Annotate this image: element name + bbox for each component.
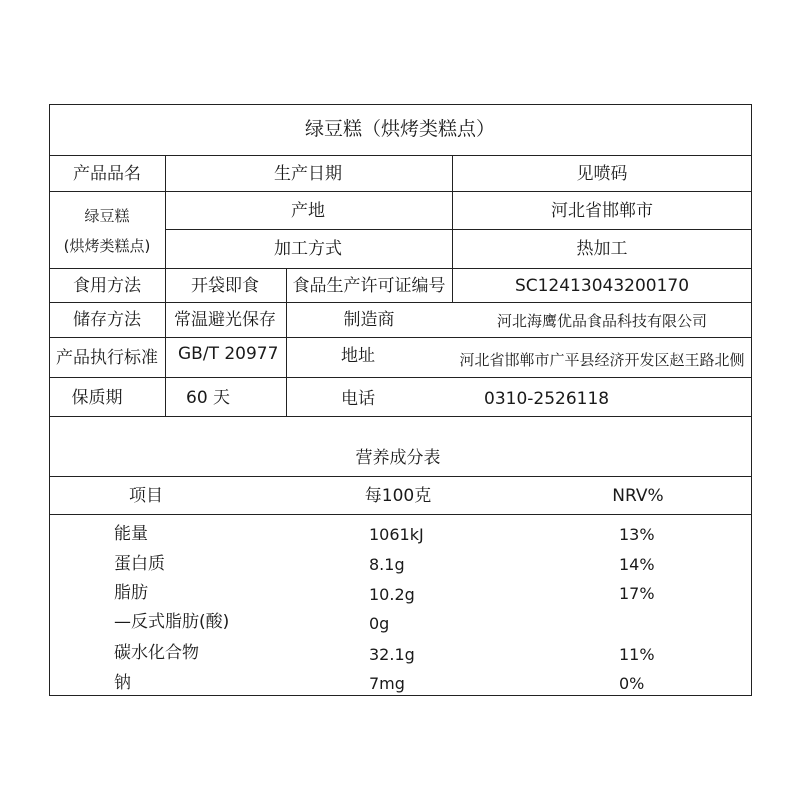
col-divider xyxy=(452,155,453,268)
border-left xyxy=(49,104,50,696)
address-label: 地址 xyxy=(341,346,375,366)
product-name-category: (烘烤类糕点) xyxy=(63,237,151,255)
nutrition-nrv: 17% xyxy=(619,584,655,603)
nutrition-header-item: 项目 xyxy=(129,486,163,506)
nutrition-item: 碳水化合物 xyxy=(114,643,199,663)
border-bottom xyxy=(49,695,752,696)
row-divider xyxy=(49,191,752,192)
nutrition-item: —反式脂肪(酸) xyxy=(114,612,230,632)
row-divider xyxy=(165,229,752,230)
row-divider xyxy=(49,476,752,477)
nutrition-nrv: 13% xyxy=(619,525,655,544)
license-label: 食品生产许可证编号 xyxy=(292,276,446,296)
border-right xyxy=(751,104,752,696)
product-name-value: 绿豆糕 xyxy=(84,207,130,225)
phone-label: 电话 xyxy=(341,389,375,409)
standard-label: 产品执行标准 xyxy=(56,348,158,368)
nutrition-header-per100g: 每100克 xyxy=(364,486,432,506)
nutrition-nrv: 0% xyxy=(619,674,645,693)
col-divider xyxy=(165,155,166,416)
col-divider xyxy=(452,268,453,302)
usage-value: 开袋即食 xyxy=(191,276,259,296)
nutrition-per100g: 1061kJ xyxy=(369,525,424,544)
nutrition-item: 蛋白质 xyxy=(114,554,165,574)
phone-value: 0310-2526118 xyxy=(484,389,610,409)
nutrition-per100g: 8.1g xyxy=(369,555,405,574)
col-divider xyxy=(286,268,287,416)
row-divider xyxy=(49,416,752,417)
nutrition-item: 脂肪 xyxy=(114,583,148,603)
nutrition-header-nrv: NRV% xyxy=(612,486,664,506)
address-value: 河北省邯郸市广平县经济开发区赵王路北侧 xyxy=(459,351,745,369)
nutrition-per100g: 0g xyxy=(369,614,390,633)
production-date-value: 见喷码 xyxy=(576,164,628,184)
nutrition-nrv: 14% xyxy=(619,555,655,574)
production-date-label: 生产日期 xyxy=(274,164,342,184)
standard-value: GB/T 20977 xyxy=(178,344,279,364)
usage-label: 食用方法 xyxy=(73,276,141,296)
origin-label: 产地 xyxy=(291,201,325,221)
origin-value: 河北省邯郸市 xyxy=(551,201,653,221)
shelf-life-value: 60 天 xyxy=(186,388,231,408)
shelf-life-label: 保质期 xyxy=(71,388,123,408)
processing-value: 热加工 xyxy=(576,239,628,259)
row-divider xyxy=(49,337,752,338)
row-divider xyxy=(49,514,752,515)
label-title: 绿豆糕（烘烤类糕点） xyxy=(304,118,496,140)
nutrition-per100g: 7mg xyxy=(369,674,405,693)
processing-label: 加工方式 xyxy=(274,239,342,259)
manufacturer-label: 制造商 xyxy=(343,310,395,330)
license-value: SC12413043200170 xyxy=(514,276,690,296)
manufacturer-value: 河北海鹰优品食品科技有限公司 xyxy=(496,312,708,330)
nutrition-per100g: 32.1g xyxy=(369,645,415,664)
nutrition-item: 能量 xyxy=(114,524,148,544)
storage-label: 储存方法 xyxy=(73,310,141,330)
row-divider xyxy=(49,302,752,303)
nutrition-nrv: 11% xyxy=(619,645,655,664)
nutrition-per100g: 10.2g xyxy=(369,585,415,604)
nutrition-title: 营养成分表 xyxy=(355,448,441,468)
storage-value: 常温避光保存 xyxy=(174,310,276,330)
row-divider xyxy=(49,268,752,269)
nutrition-item: 钠 xyxy=(114,673,131,693)
border-top xyxy=(49,104,752,105)
product-name-label: 产品品名 xyxy=(73,164,141,184)
row-divider xyxy=(49,377,752,378)
row-divider xyxy=(49,155,752,156)
